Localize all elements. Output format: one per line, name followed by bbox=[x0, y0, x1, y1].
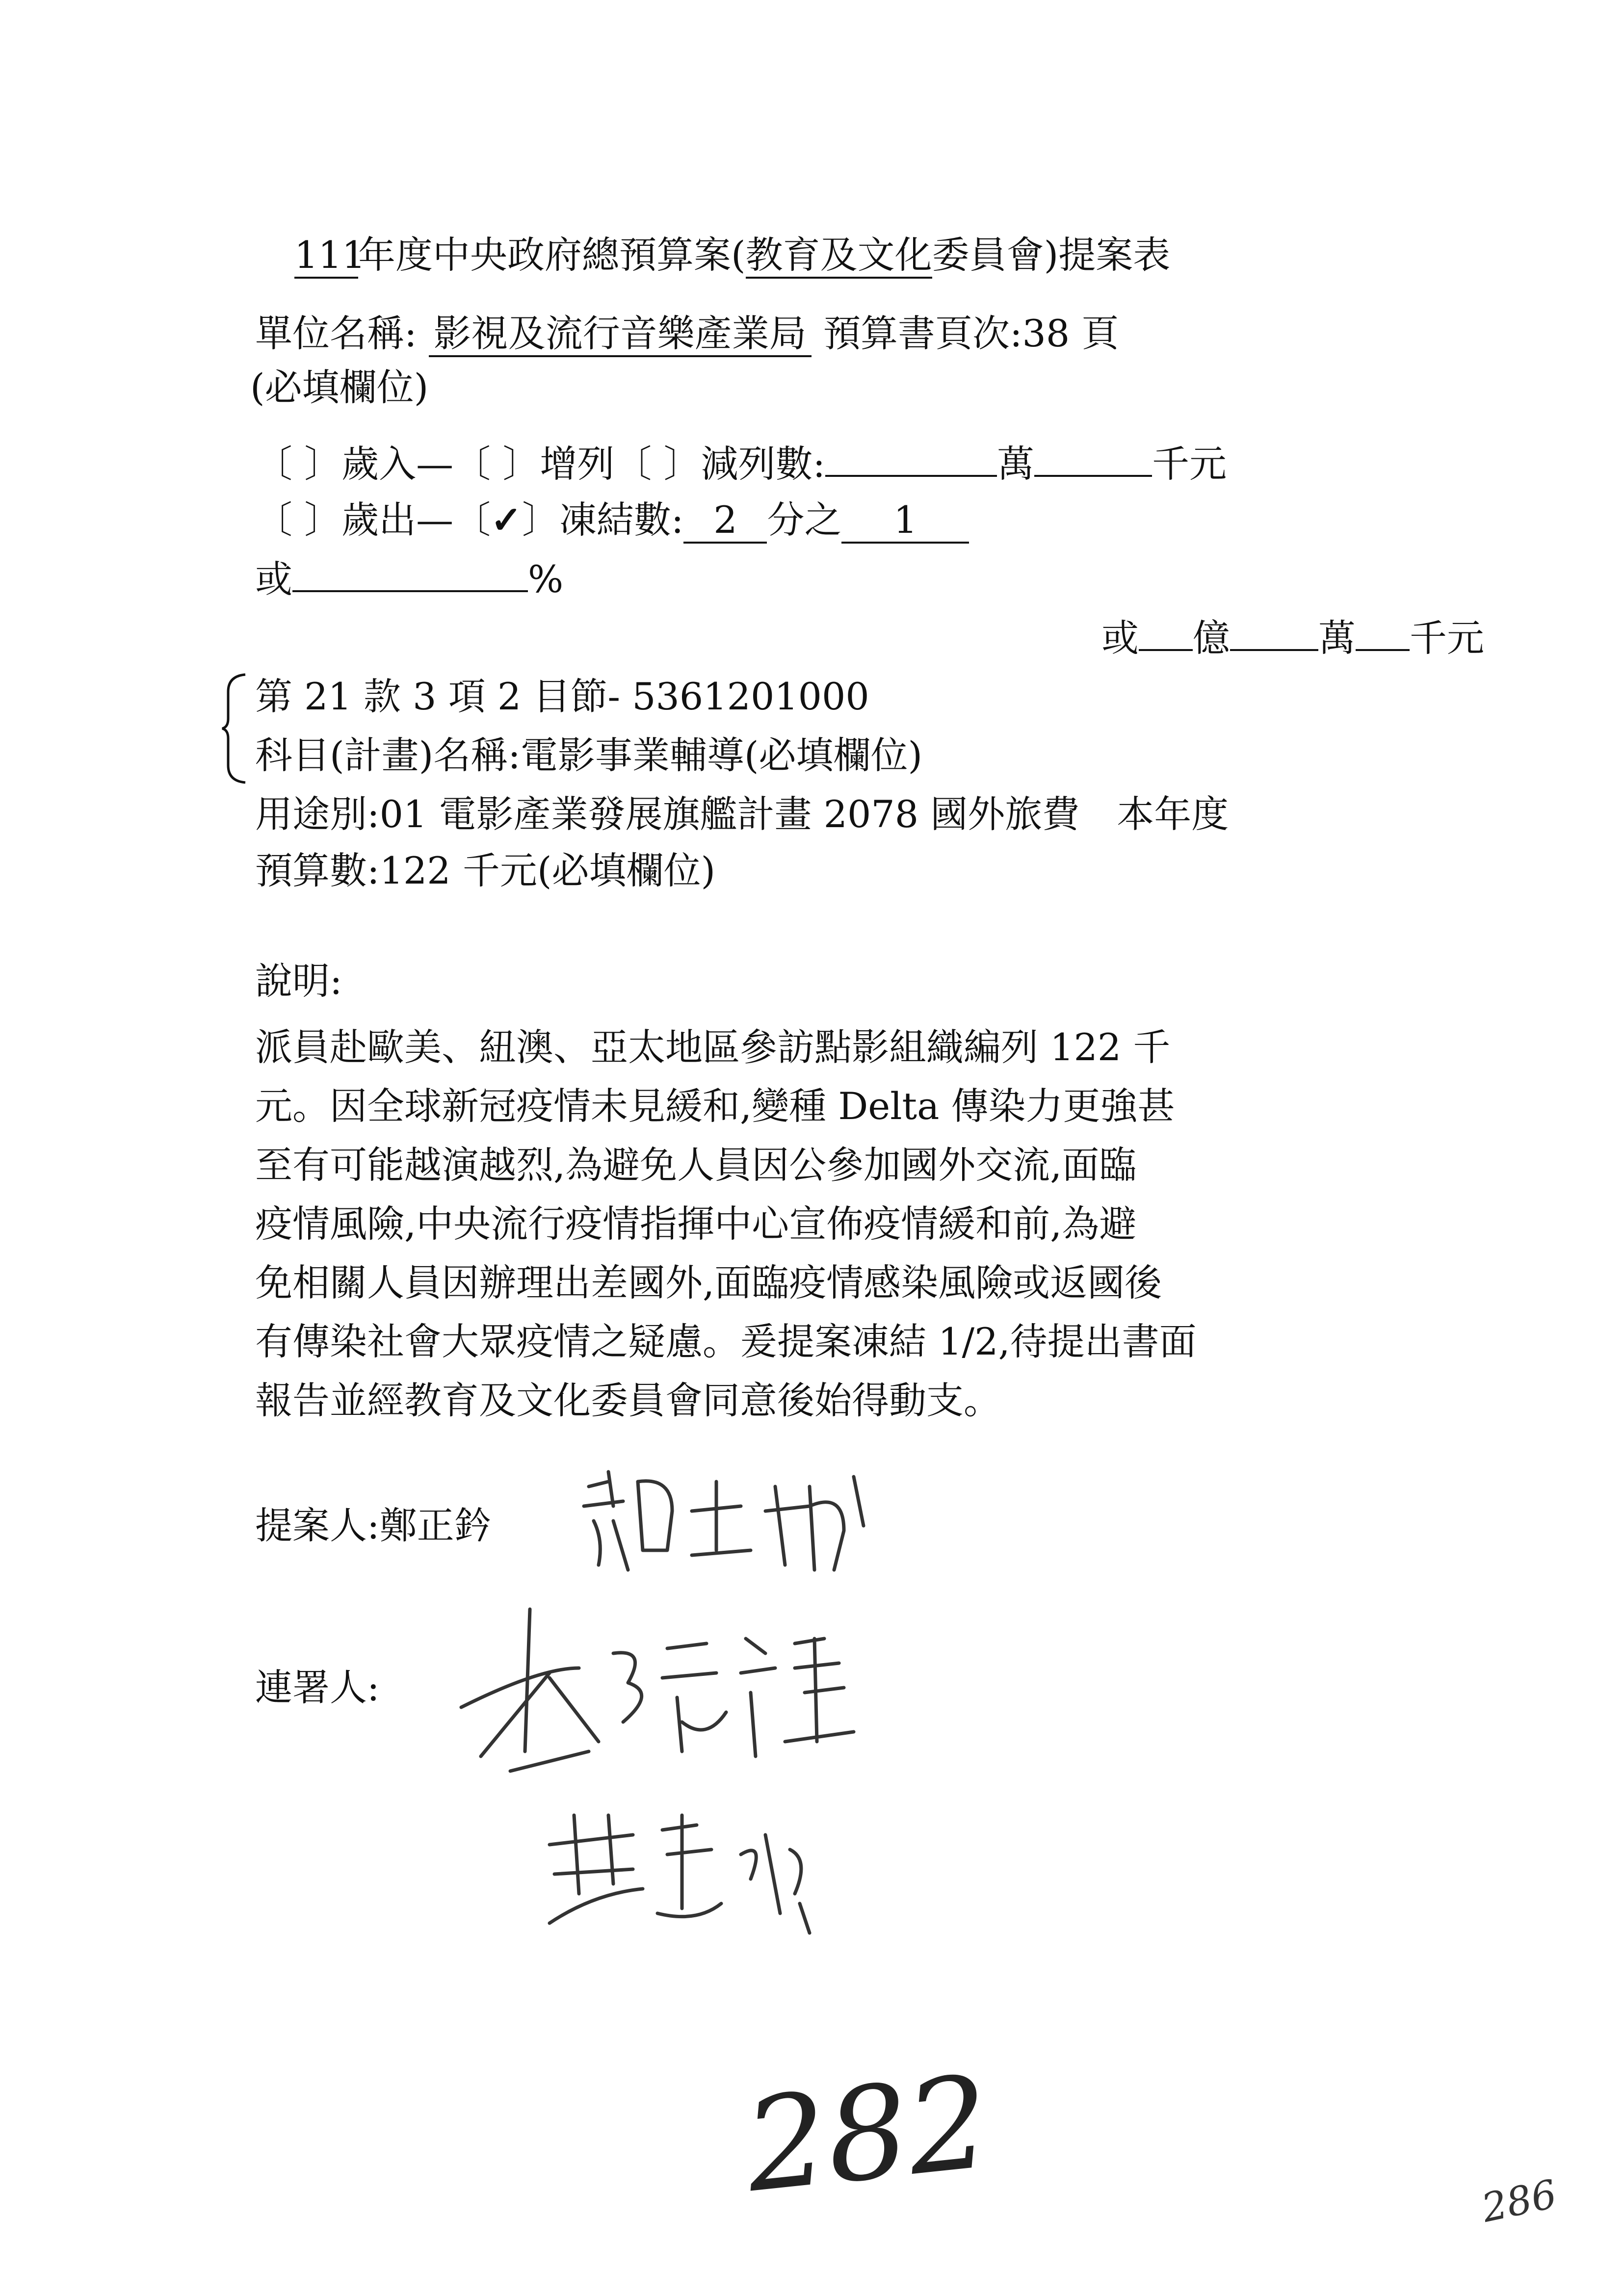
percent-blank[interactable] bbox=[292, 552, 528, 592]
freeze-box-close: 〕 bbox=[522, 498, 559, 542]
check-mark-icon: ✓ bbox=[491, 498, 522, 542]
thousand-blank[interactable] bbox=[1356, 611, 1410, 651]
freeze-checkbox[interactable] bbox=[453, 498, 559, 542]
subject-brace bbox=[221, 672, 250, 785]
expense-row bbox=[255, 496, 969, 545]
page-number-corner: 286 bbox=[1478, 2171, 1561, 2231]
amount-yi: 億 bbox=[1193, 616, 1230, 660]
amount-wan: 萬 bbox=[1318, 616, 1356, 660]
expense-label: 歲出— bbox=[341, 498, 454, 542]
explanation-line-6: 有傳染社會大眾疫情之疑慮。爰提案凍結 1/2,待提出書面 bbox=[255, 1320, 1197, 1363]
proposer-row bbox=[255, 1501, 492, 1550]
unit-name: 影視及流行音樂產業局 bbox=[429, 312, 812, 357]
budget-amount: 預算數:122 千元(必填欄位) bbox=[255, 849, 716, 892]
committee-name: 教育及文化 bbox=[746, 234, 932, 279]
fraction-word: 分之 bbox=[767, 498, 842, 542]
decrease-label: 減列數: bbox=[701, 442, 826, 486]
subject-name: 科目(計畫)名稱:電影事業輔導(必填欄位) bbox=[255, 733, 923, 777]
cosigner-signature-2 bbox=[535, 1796, 829, 1943]
freeze-denominator[interactable]: 1 bbox=[841, 498, 969, 544]
explanation-line-1: 派員赴歐美、紐澳、亞太地區參訪點影組織編列 122 千 bbox=[255, 1025, 1171, 1069]
usage-line: 用途別:01 電影產業發展旗艦計畫 2078 國外旅費 本年度 bbox=[255, 792, 1229, 836]
proposer-name: 鄭正鈐 bbox=[379, 1504, 492, 1547]
amount-or: 或 bbox=[1101, 616, 1139, 660]
explanation-line-3: 至有可能越演越烈,為避免人員因公參加國外交流,面臨 bbox=[255, 1143, 1137, 1187]
revenue-row bbox=[255, 437, 1227, 489]
increase-label: 增列 bbox=[540, 442, 615, 486]
proposer-signature bbox=[579, 1452, 893, 1590]
subject-code: 第 21 款 3 項 2 目節- 5361201000 bbox=[255, 675, 869, 718]
explanation-line-5: 免相關人員因辦理出差國外,面臨疫情感染風險或返國後 bbox=[255, 1261, 1162, 1305]
explanation-line-2: 元。因全球新冠疫情未見緩和,變種 Delta 傳染力更強甚 bbox=[255, 1084, 1175, 1128]
explanation-line-4: 疫情風險,中央流行疫情指揮中心宣佈疫情緩和前,為避 bbox=[255, 1202, 1137, 1246]
cosigner-signature-1 bbox=[451, 1594, 883, 1800]
cosigner-label: 連署人: bbox=[255, 1666, 380, 1709]
unit-required-note: (必填欄位) bbox=[250, 365, 429, 409]
revenue-label: 歲入— bbox=[341, 442, 454, 486]
decrease-thousand-blank[interactable] bbox=[1034, 437, 1152, 477]
budget-page: 預算書頁次:38 頁 bbox=[823, 312, 1119, 355]
increase-checkbox[interactable]: 〔 〕 bbox=[453, 442, 540, 486]
decrease-checkbox[interactable]: 〔 〕 bbox=[614, 442, 701, 486]
budget-year: 111 bbox=[294, 234, 358, 279]
title-end: 委員會)提案表 bbox=[932, 233, 1171, 277]
expense-checkbox[interactable]: 〔 〕 bbox=[255, 498, 342, 542]
form-title bbox=[294, 231, 1170, 280]
amount-thousand: 千元 bbox=[1410, 616, 1484, 660]
explanation-label: 說明: bbox=[255, 959, 342, 1003]
decrease-wan-blank[interactable] bbox=[825, 437, 997, 477]
freeze-box-open: 〔 bbox=[453, 498, 491, 542]
proposer-label: 提案人: bbox=[255, 1504, 380, 1547]
page-number-main: 282 bbox=[738, 2048, 996, 2221]
percent-row bbox=[255, 552, 563, 604]
explanation-line-7: 報告並經教育及文化委員會同意後始得動支。 bbox=[255, 1379, 1001, 1422]
percent-sign: % bbox=[528, 557, 564, 601]
revenue-checkbox[interactable]: 〔 〕 bbox=[255, 442, 342, 486]
unit-wan: 萬 bbox=[997, 442, 1035, 486]
amount-row bbox=[1101, 611, 1484, 663]
freeze-label: 凍結數: bbox=[559, 498, 684, 542]
title-middle: 年度中央政府總預算案( bbox=[358, 233, 746, 277]
yi-blank[interactable] bbox=[1139, 611, 1193, 651]
unit-label: 單位名稱: bbox=[255, 312, 417, 355]
freeze-numerator[interactable]: 2 bbox=[683, 498, 767, 544]
unit-thousand: 千元 bbox=[1152, 442, 1227, 486]
percent-or: 或 bbox=[255, 557, 292, 601]
unit-row bbox=[255, 309, 1119, 358]
wan-blank[interactable] bbox=[1230, 611, 1318, 651]
